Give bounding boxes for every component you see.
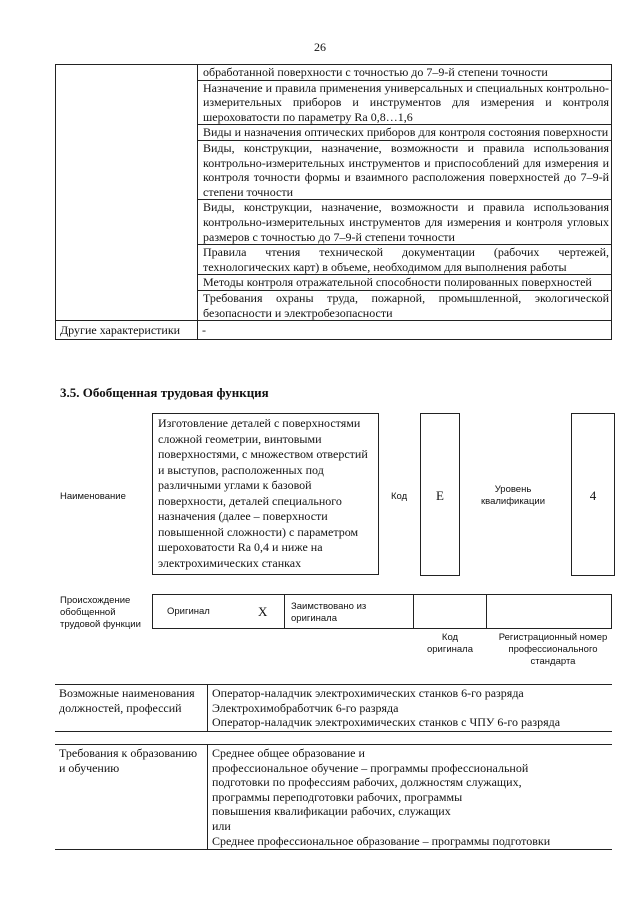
position-item: Оператор-наладчик электрохимических станков 6-го разряда bbox=[212, 686, 524, 700]
section-heading: 3.5. Обобщенная трудовая функция bbox=[60, 385, 269, 400]
table-cell: Виды, конструкции, назначение, возможности и правила использования контрольно-измерительных инструментов для измерения и контроля угловых размеров с точностью до 7–9-й степени точности bbox=[198, 200, 612, 245]
page-number: 26 bbox=[314, 40, 326, 54]
divider bbox=[486, 594, 487, 629]
table-cell: обработанной поверхности с точностью до 7–9-й степени точности bbox=[198, 65, 612, 81]
positions-table bbox=[55, 684, 612, 732]
education-table bbox=[55, 744, 612, 850]
education-line: программы переподготовки рабочих, программы bbox=[212, 789, 463, 804]
table-cell: Виды, конструкции, назначение, возможности и правила использования контрольно-измерительных инструментов и приспособлений для измерения и контроля точности формы и взаимного расположения поверхностей до 7–9-й степени точности bbox=[198, 140, 612, 199]
divider bbox=[413, 594, 414, 629]
education-line: Среднее профессиональное образование – программы подготовки bbox=[212, 833, 551, 848]
education-line: профессиональное обучение – программы профессиональной bbox=[212, 760, 529, 775]
position-item: Электрохимобработчик 6-го разряда bbox=[212, 700, 399, 715]
level-value: 4 bbox=[571, 413, 615, 576]
function-name-box: Изготовление деталей с поверхностями сложной геометрии, винтовыми поверхностями, с множеством отверстий и выступов, расположенных под различными углами к базовой поверхности, деталей специального назначения (далее – поверхности повышенной сложности) с параметром шероховатости Ra 0,4 и ниже на электрохимических станках bbox=[152, 413, 379, 575]
table-row bbox=[56, 321, 612, 340]
reg-number-caption: Регистрационный номер профессионального стандарта bbox=[498, 632, 608, 667]
education-list bbox=[208, 745, 613, 850]
divider bbox=[284, 594, 285, 629]
borrowed-label: Заимствовано из оригинала bbox=[291, 601, 367, 624]
table-row bbox=[56, 65, 612, 81]
name-label: Наименование bbox=[60, 491, 126, 502]
other-characteristics-value: - bbox=[198, 321, 612, 340]
positions-list bbox=[208, 685, 613, 732]
table-cell: Методы контроля отражательной способности полированных поверхностей bbox=[198, 275, 612, 291]
knowledge-table bbox=[55, 64, 612, 340]
education-line: подготовки по профессиям рабочих, должностям служащих, bbox=[212, 775, 522, 790]
other-characteristics-label: Другие характеристики bbox=[56, 321, 198, 340]
table-row bbox=[55, 685, 612, 732]
origin-label: Происхождение обобщенной трудовой функции bbox=[60, 595, 141, 630]
education-label: Требования к образованию и обучению bbox=[55, 745, 208, 850]
education-line: повышения квалификации рабочих, служащих bbox=[212, 804, 451, 819]
original-label: Оригинал bbox=[167, 606, 210, 617]
table-cell: Требования охраны труда, пожарной, промышленной, экологической безопасности и электробезопасности bbox=[198, 290, 612, 320]
original-mark: X bbox=[258, 604, 268, 619]
education-line: или bbox=[212, 818, 231, 833]
table-cell: Назначение и правила применения универсальных и специальных контрольно-измерительных приборов и инструментов для измерения и контроля шероховатости по параметру Ra 0,8…1,6 bbox=[198, 80, 612, 125]
table-row bbox=[55, 745, 612, 850]
position-item: Оператор-наладчик электрохимических станков с ЧПУ 6-го разряда bbox=[212, 715, 561, 730]
table-cell: Правила чтения технической документации (рабочих чертежей, технологических карт) в объеме, необходимом для выполнения работы bbox=[198, 245, 612, 275]
code-original-caption: Код оригинала bbox=[426, 632, 473, 655]
table-cell: Виды и назначения оптических приборов для контроля состояния поверхности bbox=[198, 125, 612, 141]
level-label: Уровень квалификации bbox=[480, 484, 546, 507]
empty-left-cell bbox=[56, 65, 198, 321]
positions-label: Возможные наименования должностей, профессий bbox=[55, 685, 208, 732]
code-label: Код bbox=[391, 491, 408, 502]
code-value: E bbox=[420, 413, 460, 576]
education-line: Среднее общее образование и bbox=[212, 746, 365, 760]
